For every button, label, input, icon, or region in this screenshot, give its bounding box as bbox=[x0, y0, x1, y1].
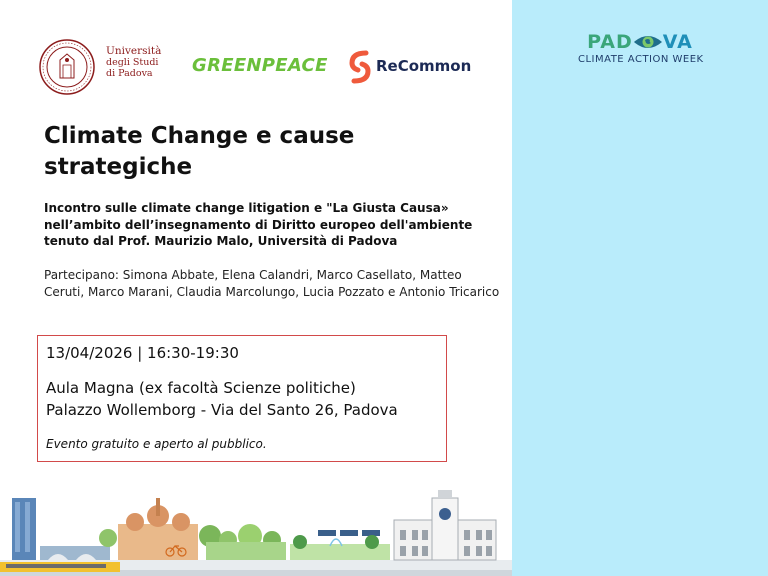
partner-logos bbox=[38, 38, 498, 98]
event-address: Palazzo Wollemborg - Via del Santo 26, Padova bbox=[46, 401, 398, 419]
participants-list: Partecipano: Simona Abbate, Elena Calandri, Marco Casellato, Matteo Ceruti, Marco Marani, Claudia Marcolungo, Lucia Pozzato e Antonio Tricarico bbox=[44, 268, 500, 299]
event-venue: Aula Magna (ex facoltà Scienze politiche) bbox=[46, 379, 356, 397]
event-description: Incontro sulle climate change litigation e "La Giusta Causa» nell’ambito dell’insegnamento di Diritto europeo dell'ambiente tenuto dal Prof. Maurizio Malo, Università di Padova bbox=[44, 201, 473, 248]
climate-action-week-subtitle: CLIMATE ACTION WEEK bbox=[578, 54, 704, 65]
event-details-box bbox=[37, 335, 447, 462]
recommon-mark-icon bbox=[346, 50, 374, 84]
wordmark-letters-after: VA bbox=[662, 31, 693, 53]
university-name-line2: degli Studi bbox=[106, 57, 159, 68]
event-note: Evento gratuito e aperto al pubblico. bbox=[46, 437, 267, 451]
page-title: Climate Change e cause strategiche bbox=[44, 123, 355, 180]
wordmark-letters-before: PAD bbox=[587, 31, 633, 53]
event-datetime: 13/04/2026 | 16:30-19:30 bbox=[46, 344, 239, 362]
university-name-line3: di Padova bbox=[106, 68, 153, 79]
padova-wordmark bbox=[578, 32, 702, 52]
right-blue-panel bbox=[512, 0, 768, 576]
padova-climate-action-week-logo bbox=[578, 32, 702, 65]
university-seal-icon bbox=[38, 38, 96, 96]
eye-globe-icon bbox=[633, 34, 663, 50]
greenpeace-logo: GREENPEACE bbox=[192, 55, 328, 76]
university-name-line1: Università bbox=[106, 45, 162, 57]
university-name bbox=[106, 46, 161, 79]
recommon-logo-text: ReCommon bbox=[376, 57, 472, 75]
padova-skyline-illustration bbox=[0, 486, 512, 576]
